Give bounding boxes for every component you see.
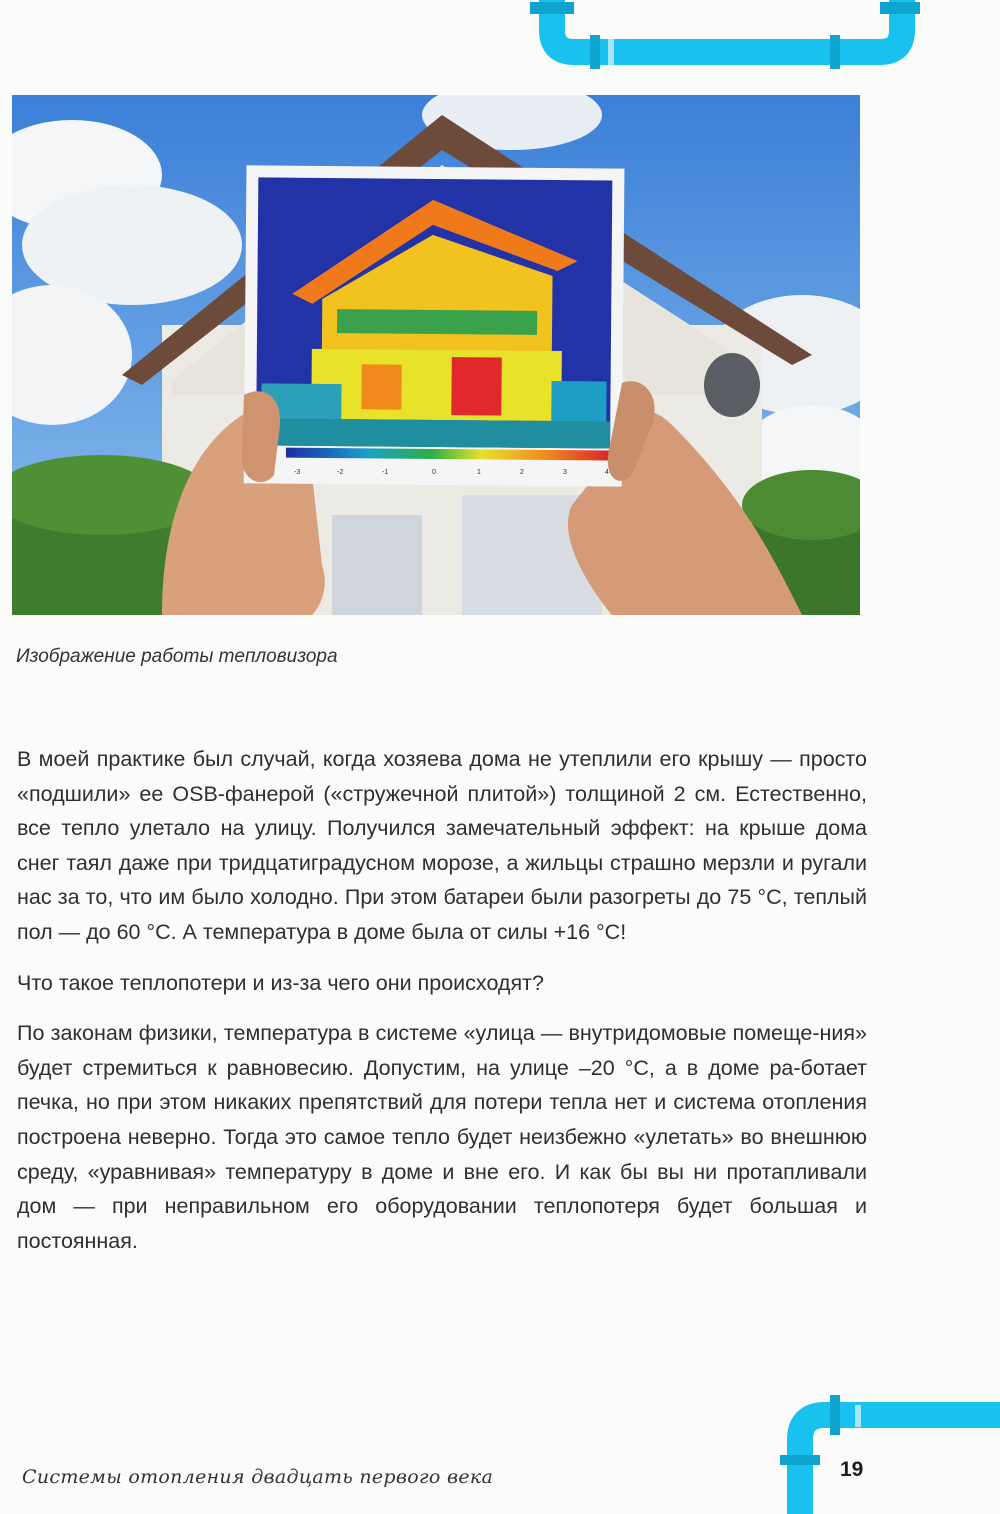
book-title-footer: Системы отопления двадцать первого века: [22, 1466, 494, 1488]
paragraph: В моей практике был случай, когда хозяева дома не утеплили его крышу — просто «подшили» ее OSB-фанерой («стружечной плитой») толщиной 2 см. Естественно, все тепло улетало на улицу. Получился замечательный эффект: на крыше дома снег таял даже при тридцатиградусном морозе, а жильцы страшно мерзли и ругали нас за то, что им было холодно. При этом батареи были разогреты до 75 °С, теплый пол — до 60 °С. А температура в доме была от силы +16 °С!: [17, 747, 867, 944]
figure-caption: Изображение работы тепловизора: [16, 646, 338, 667]
scale-label: -1: [382, 469, 389, 476]
scale-label: 0: [432, 469, 436, 476]
paragraph-question: Что такое теплопотери и из-за чего они происходят?: [17, 970, 544, 995]
pipe-decoration-top: [530, 0, 920, 70]
scale-label: -2: [337, 469, 344, 476]
scale-label: 3: [563, 469, 567, 476]
pipe-decoration-bottom: [770, 1395, 1000, 1514]
scale-label: 2: [520, 469, 524, 476]
paragraph: По законам физики, температура в системе «улица — внутридомовые помеще-ния» будет стремиться к равновесию. Допустим, на улице –20 °С, а в доме ра-ботает печка, но при этом никаких препятствий для потери тепла нет и система отопления построена неверно. Тогда это самое тепло будет неизбежно «улетать» во внешнюю среду, «уравнивая» температуру в доме и вне его. И как бы вы ни протапливали дом — при неправильном его оборудовании теплопотеря будет большая и постоянная.: [17, 1021, 867, 1253]
body-text: [17, 742, 867, 1274]
thermal-imager-photo: [12, 95, 860, 615]
scale-label: 4: [605, 469, 609, 476]
scale-label: 1: [477, 469, 481, 476]
scale-label: -3: [294, 469, 301, 476]
page-number: 19: [840, 1458, 864, 1481]
